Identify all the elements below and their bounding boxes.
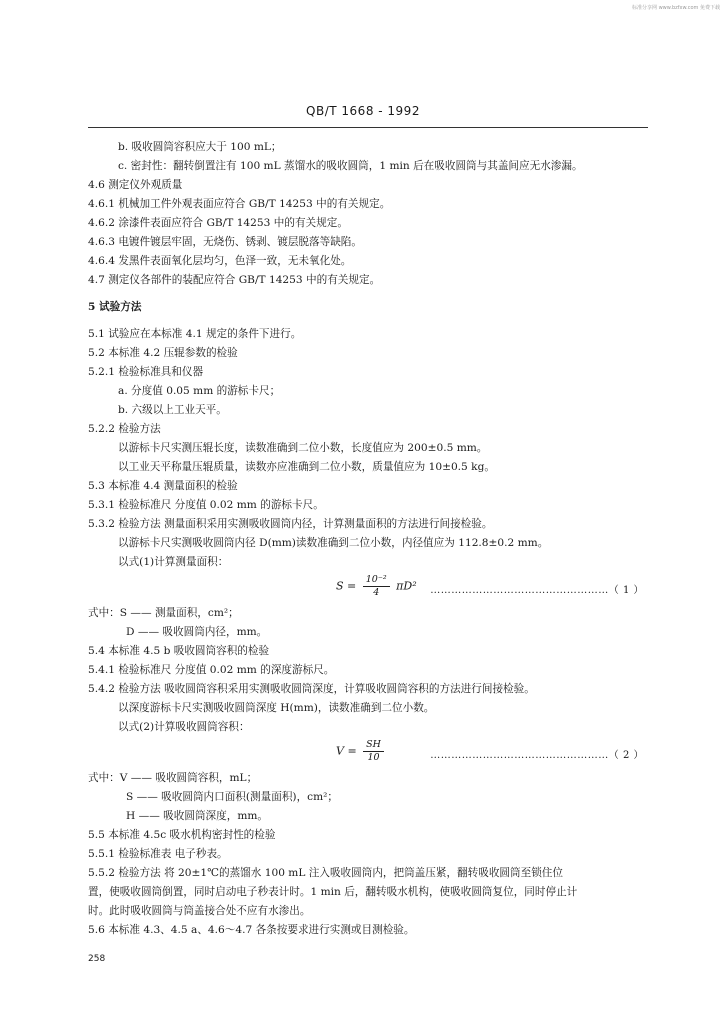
text-line-l3: 4.6 测定仪外观质量	[88, 179, 183, 191]
text-line-l2: c. 密封性：翻转倒置注有 100 mL 蒸馏水的吸收圆筒，1 min 后在吸收圆筒与其盖间应无水渗漏。	[118, 160, 583, 172]
page-header: QB/T 1668 - 1992	[306, 104, 420, 118]
text-block-2	[88, 604, 648, 737]
text-line-n2: S —— 吸收圆筒内口面积(测量面积)，cm²；	[126, 791, 338, 803]
text-line-m6: 以深度游标卡尺实测吸收圆筒深度 H(mm)，读数准确到二位小数。	[118, 702, 435, 714]
text-block-3	[88, 769, 648, 940]
text-line-n5: 5.5.1 检验标准表 电子秒表。	[88, 848, 228, 860]
text-line-l5: 4.6.2 涂漆件表面应符合 GB/T 14253 中的有关规定。	[88, 217, 348, 229]
formula-1	[88, 572, 648, 604]
formula-2-numerator: SH	[363, 739, 384, 752]
text-line-l9: 5 试验方法	[88, 301, 142, 313]
text-line-n9: 5.6 本标准 4.3、4.5 a、4.6～4.7 各条按要求进行实测或目测检验。	[88, 924, 415, 936]
text-line-l19: 5.3.1 检验标准尺 分度值 0.02 mm 的游标卡尺。	[88, 499, 324, 511]
text-line-n4: 5.5 本标准 4.5c 吸水机构密封性的检验	[88, 829, 276, 841]
text-line-m3: 5.4 本标准 4.5 b 吸收圆筒容积的检验	[88, 645, 270, 657]
text-line-l20: 5.3.2 检验方法 测量面积采用实测吸收圆筒内径，计算测量面积的方法进行间接检验。	[88, 518, 493, 530]
formula-2-lhs: V =	[336, 744, 357, 758]
text-line-l14: b. 六级以上工业天平。	[118, 404, 227, 416]
text-line-m2: D —— 吸收圆筒内径，mm。	[126, 626, 268, 638]
text-line-l10: 5.1 试验应在本标准 4.1 规定的条件下进行。	[88, 328, 302, 340]
text-line-n8: 时。此时吸收圆筒与筒盖接合处不应有水渗出。	[88, 905, 311, 917]
header-rule	[88, 127, 648, 128]
spacer	[88, 290, 648, 298]
text-line-m1: 式中：S —— 测量面积，cm²；	[88, 607, 239, 619]
page-number: 258	[88, 954, 106, 964]
formula-1-number: ……………………………………………（ 1 ）	[430, 585, 644, 596]
text-line-l17: 以工业天平称量压辊质量，读数亦应准确到二位小数，质量值应为 10±0.5 kg。	[118, 461, 495, 473]
text-line-l16: 以游标卡尺实测压辊长度，读数准确到二位小数，长度值应为 200±0.5 mm。	[118, 442, 488, 454]
watermark: 标准分享网 www.bzfxw.com 免费下载	[632, 5, 720, 11]
text-line-m4: 5.4.1 检验标准尺 分度值 0.02 mm 的深度游标尺。	[88, 664, 335, 676]
text-line-l6: 4.6.3 电镀件镀层牢固，无烧伤、锈剥、镀层脱落等缺陷。	[88, 236, 362, 248]
formula-1-lhs: S =	[336, 579, 357, 593]
text-line-l21: 以游标卡尺实测吸收圆筒内径 D(mm)读数准确到二位小数，内径值应为 112.8±0.2 mm。	[118, 537, 549, 549]
text-line-n7: 置，使吸收圆筒倒置，同时启动电子秒表计时。1 min 后，翻转吸水机构，使吸收圆筒复位，同时停止计	[88, 886, 578, 898]
text-line-n1: 式中：V —— 吸收圆筒容积，mL；	[88, 772, 258, 784]
formula-1-fraction	[363, 574, 390, 599]
formula-1-denominator: 4	[373, 587, 380, 598]
text-line-l8: 4.7 测定仪各部件的装配应符合 GB/T 14253 中的有关规定。	[88, 274, 381, 286]
formula-1-rhs: πD²	[396, 579, 417, 593]
text-line-l15: 5.2.2 检验方法	[88, 423, 161, 435]
text-line-l12: 5.2.1 检验标准具和仪器	[88, 366, 204, 378]
text-line-l1: b. 吸收圆筒容积应大于 100 mL；	[118, 141, 282, 153]
document-body	[88, 138, 648, 940]
text-line-l22: 以式(1)计算测量面积：	[118, 556, 229, 568]
formula-2-denominator: 10	[367, 752, 380, 763]
formula-2-number: ……………………………………………（ 2 ）	[430, 750, 644, 761]
text-line-l18: 5.3 本标准 4.4 测量面积的检验	[88, 480, 238, 492]
text-line-l4: 4.6.1 机械加工件外观表面应符合 GB/T 14253 中的有关规定。	[88, 198, 391, 210]
text-line-n6: 5.5.2 检验方法 将 20±1℃的蒸馏水 100 mL 注入吸收圆筒内，把筒盖压紧，翻转吸收圆筒至锁住位	[88, 867, 563, 879]
text-line-l7: 4.6.4 发黑件表面氧化层均匀，色泽一致，无未氧化处。	[88, 255, 352, 267]
formula-2	[88, 737, 648, 769]
text-block-1	[88, 138, 648, 572]
spacer	[88, 317, 648, 325]
formula-1-numerator: 10⁻²	[363, 574, 390, 587]
text-line-n3: H —— 吸收圆筒深度，mm。	[126, 810, 269, 822]
text-line-l13: a. 分度值 0.05 mm 的游标卡尺；	[118, 385, 281, 397]
text-line-m5: 5.4.2 检验方法 吸收圆筒容积采用实测吸收圆筒深度，计算吸收圆筒容积的方法进行间接检验。	[88, 683, 535, 695]
text-line-m7: 以式(2)计算吸收圆筒容积：	[118, 721, 250, 733]
formula-2-fraction	[363, 739, 384, 764]
text-line-l11: 5.2 本标准 4.2 压辊参数的检验	[88, 347, 238, 359]
